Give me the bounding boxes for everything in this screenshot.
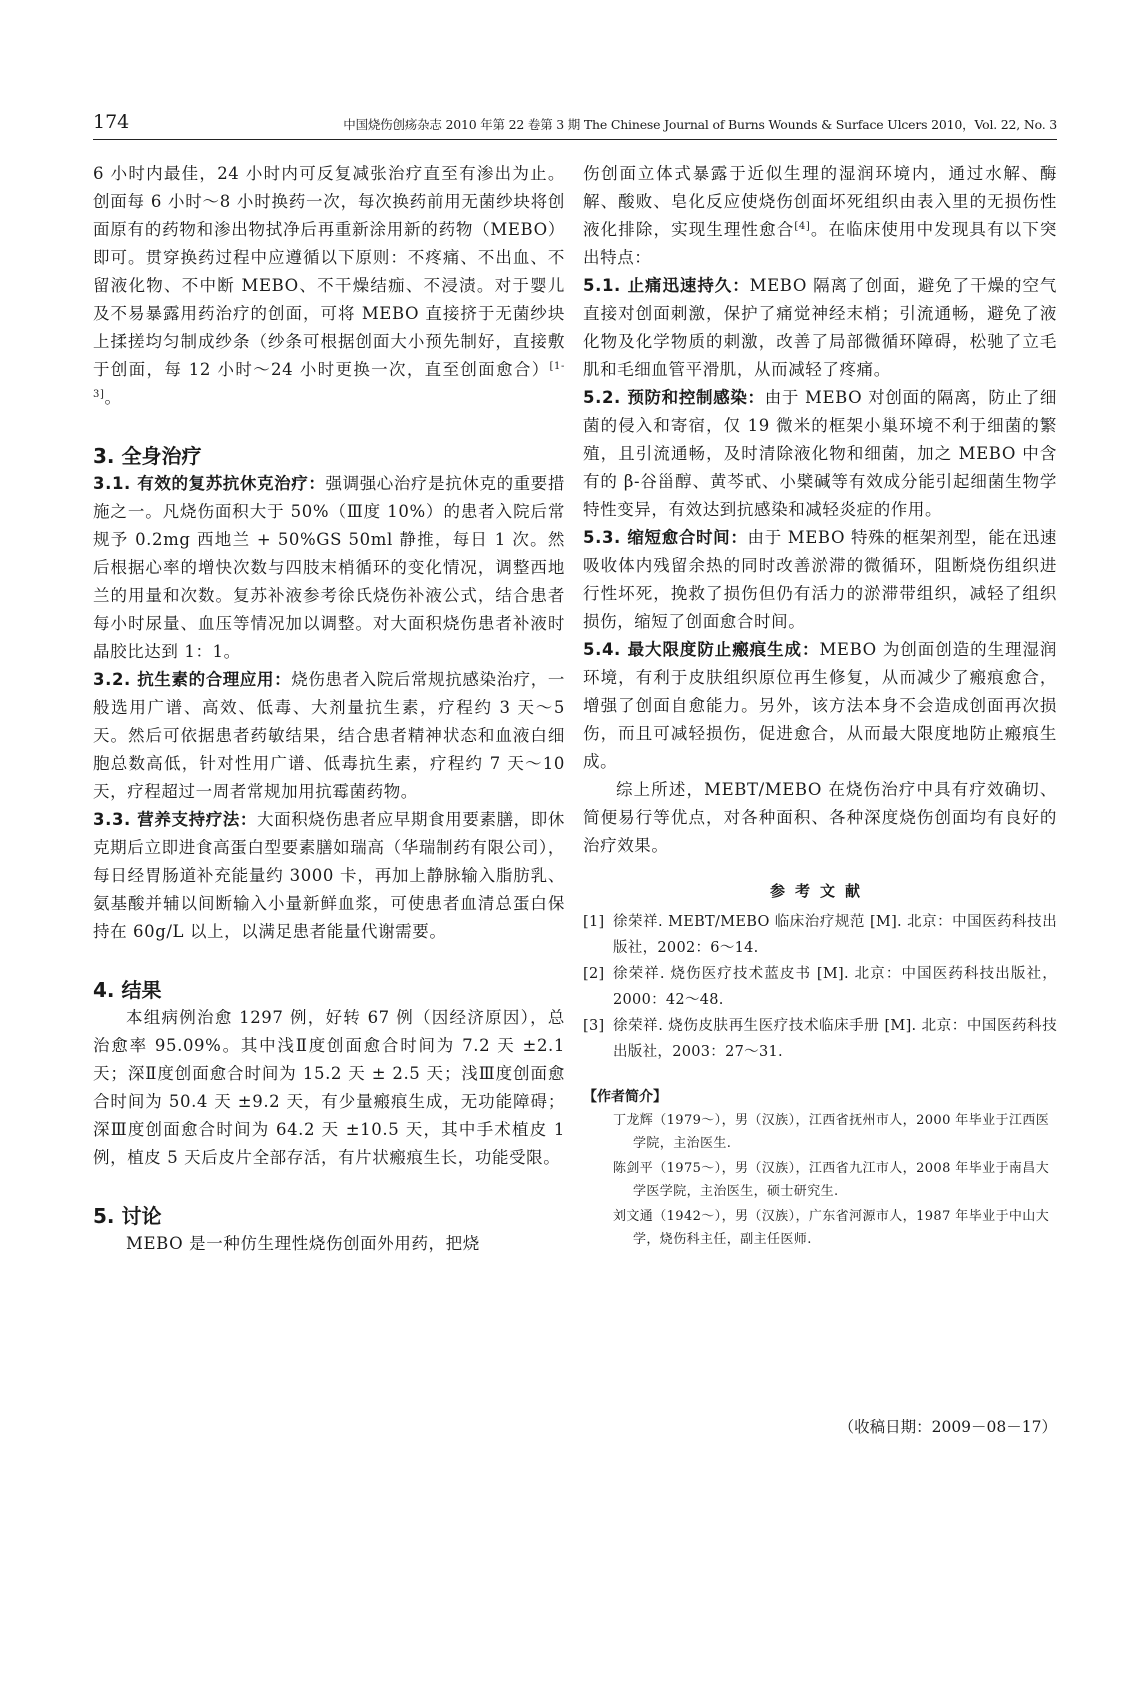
received-date: （收稿日期：2009－08－17） [838, 1418, 1057, 1436]
subsection-3-3: 3.3. 营养支持疗法：大面积烧伤患者应早期食用要素膳，即休克期后立即进食高蛋白型要素膳如瑞高（华瑞制药有限公司），每日经胃肠道补充能量约 3000 卡，再加上静脉输入脂肪乳、氨基酸并辅以间断输入小量新鲜血浆，可使患者血清总蛋白保持在 60g/L 以上，以满足患者能量代谢需要。 [93, 810, 565, 941]
author-bio: 丁龙辉（1979～），男（汉族），江西省抚州市人，2000 年毕业于江西医学院，主治医生. [613, 1113, 1050, 1151]
subsection-5-1: 5.1. 止痛迅速持久：MEBO 隔离了创面，避免了干燥的空气直接对创面刺激，保护了痛觉神经末梢；引流通畅，避免了液化物及化学物质的刺激，改善了局部微循环障碍，松驰了立毛肌和毛细血管平滑肌，从而减轻了疼痛。 [583, 276, 1057, 379]
left-column [93, 160, 565, 1258]
author-bio: 陈剑平（1975～），男（汉族），江西省九江市人，2008 年毕业于南昌大学医学院，主治医生，硕士研究生. [613, 1161, 1050, 1199]
references-heading: 参考文献 [769, 882, 870, 900]
results-paragraph: 本组病例治愈 1297 例，好转 67 例（因经济原因），总治愈率 95.09%。其中浅Ⅱ度创面愈合时间为 7.2 天 ±2.1 天；深Ⅱ度创面愈合时间为 15.2 天 ± 2.5 天；浅Ⅲ度创面愈合时间为 50.4 天 ±9.2 天，有少量瘢痕生成，无功能障碍；深Ⅲ度创面愈合时间为 64.2 天 ±10.5 天，其中手术植皮 1 例，植皮 5 天后皮片全部存活，有片状瘢痕生长，功能受限。 [93, 1008, 565, 1167]
reference-item: [1] 徐荣祥. MEBT/MEBO 临床治疗规范 [M]. 北京：中国医药科技出版社，2002：6～14. [583, 914, 1057, 956]
reference-item: [2] 徐荣祥. 烧伤医疗技术蓝皮书 [M]. 北京：中国医药科技出版社，2000：42～48. [583, 966, 1057, 1008]
citation: [4] [794, 221, 811, 232]
subsection-5-4: 5.4. 最大限度防止瘢痕生成：MEBO 为创面创造的生理湿润环境，有利于皮肤组织原位再生修复，从而减少了瘢痕愈合，增强了创面自愈能力。另外，该方法本身不会造成创面再次损伤，而且可减轻损伤，促进愈合，从而最大限度地防止瘢痕生成。 [583, 640, 1057, 771]
citation: [1-3] [93, 361, 565, 400]
author-bio-heading: 【作者简介】 [583, 1089, 667, 1105]
summary-paragraph: 综上所述，MEBT/MEBO 在烧伤治疗中具有疗效确切、简便易行等优点，对各种面积、各种深度烧伤创面均有良好的治疗效果。 [583, 780, 1057, 855]
page-header [93, 103, 1057, 140]
subsection-3-2: 3.2. 抗生素的合理应用：烧伤患者入院后常规抗感染治疗，一般选用广谱、高效、低毒、大剂量抗生素，疗程约 3 天～5 天。然后可依据患者药敏结果，结合患者精神状态和血液白细胞总数高低，针对性用广谱、低毒抗生素，疗程约 7 天～10 天，疗程超过一周者常规加用抗霉菌药物。 [93, 670, 565, 801]
author-bio: 刘文通（1942～），男（汉族），广东省河源市人，1987 年毕业于中山大学，烧伤科主任，副主任医师. [613, 1209, 1050, 1247]
right-column [583, 160, 1057, 1253]
subsection-5-3: 5.3. 缩短愈合时间：由于 MEBO 特殊的框架剂型，能在迅速吸收体内残留余热的同时改善淤滞的微循环，阻断烧伤组织进行性坏死，挽救了损伤但仍有活力的淤滞带组织，减轻了组织损伤，缩短了创面愈合时间。 [583, 528, 1057, 631]
running-title: 中国烧伤创疡杂志 2010 年第 22 卷第 3 期 The Chinese Journal of Burns Wounds & Surface Ulcers 2010，Vol. 22, No. 3 [343, 117, 1057, 132]
discussion-paragraph: MEBO 是一种仿生理性烧伤创面外用药，把烧 [126, 1234, 480, 1253]
section-heading-5: 5. 讨论 [93, 1204, 162, 1228]
subsection-3-1: 3.1. 有效的复苏抗休克治疗：强调强心治疗是抗休克的重要措施之一。凡烧伤面积大于 50%（Ⅲ度 10%）的患者入院后常规予 0.2mg 西地兰 + 50%GS 50ml 静推，每日 1 次。然后根据心率的增快次数与四肢末梢循环的变化情况，调整西地兰的用量和次数。复苏补液参考徐氏烧伤补液公式，结合患者每小时尿量、血压等情况加以调整。对大面积烧伤患者补液时晶胶比达到 1：1。 [93, 474, 565, 661]
section-heading-3: 3. 全身治疗 [93, 444, 202, 468]
paragraph-continued: 6 小时内最佳，24 小时内可反复减张治疗直至有渗出为止。创面每 6 小时～8 小时换药一次，每次换药前用无菌纱块将创面原有的药物和渗出物拭净后再重新涂用新的药物（MEBO）即可。贯穿换药过程中应遵循以下原则：不疼痛、不出血、不留液化物、不中断 MEBO、不干燥结痂、不浸渍。对于婴儿及不易暴露用药治疗的创面，可将 MEBO 直接挤于无菌纱块上揉搓均匀制成纱条（纱条可根据创面大小预先制好，直接敷于创面，每 12 小时～24 小时更换一次，直至创面愈合）[1-3]。 [93, 164, 565, 407]
page-number: 174 [93, 111, 130, 133]
discussion-continued: 伤创面立体式暴露于近似生理的湿润环境内，通过水解、酶解、酸败、皂化反应使烧伤创面坏死组织由表入里的无损伤性液化排除，实现生理性愈合[4]。在临床使用中发现具有以下突出特点： [583, 164, 1058, 267]
reference-item: [3] 徐荣祥. 烧伤皮肤再生医疗技术临床手册 [M]. 北京：中国医药科技出版社，2003：27～31. [583, 1018, 1057, 1060]
subsection-5-2: 5.2. 预防和控制感染：由于 MEBO 对创面的隔离，防止了细菌的侵入和寄宿，仅 19 微米的框架小巢环境不利于细菌的繁殖，且引流通畅，及时清除液化物和细菌，加之 MEBO 中含有的 β-谷甾醇、黄芩甙、小檗碱等有效成分能引起细菌生物学特性变异，有效达到抗感染和减轻炎症的作用。 [583, 388, 1057, 519]
section-heading-4: 4. 结果 [93, 978, 162, 1002]
